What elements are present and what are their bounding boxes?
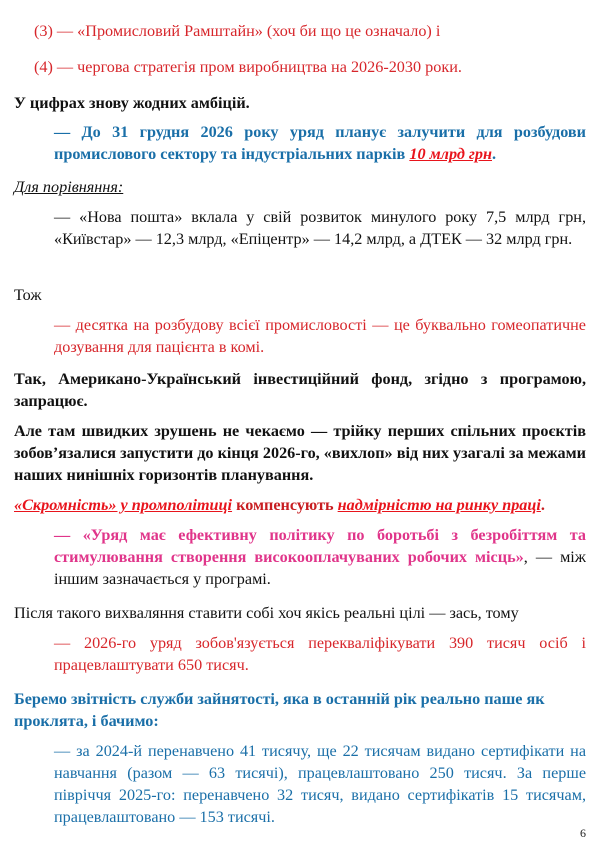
gov-quote-tail: , — між іншим зазначається у програмі.: [54, 548, 586, 588]
modesty-part3: надмірністю на ринку праці: [337, 496, 541, 514]
retrain-text: — 2026-го уряд зобов'язується перекваліфікувати 390 тисяч осіб і працевлаштувати 650 тисяч.: [54, 634, 586, 674]
comparison-text: — «Нова пошта» вклала у свій розвиток минулого року 7,5 млрд грн, «Київстар» — 12,3 млрд, «Епіцентр» — 14,2 млрд, а ДТЕК — 32 млрд грн.: [54, 208, 586, 248]
heading-numbers: У цифрах знову жодних амбіцій.: [14, 94, 250, 112]
list-item-3: (3) — «Промисловий Рамштайн» (хоч би що це означало) і: [34, 22, 441, 40]
page-number: 6: [580, 826, 586, 840]
modesty-part2: компенсують: [232, 496, 338, 514]
comparison-label: Для порівняння:: [14, 178, 124, 196]
modesty-part1: «Скромність» у промполітиці: [14, 496, 233, 514]
quote-plan: [54, 121, 586, 165]
modesty-part4: .: [540, 496, 545, 514]
quote-plan-tail: .: [492, 145, 497, 163]
after-text: Після такого вихваляння ставити собі хоч якісь реальні цілі — зась, тому: [14, 604, 519, 622]
modesty-line: [14, 494, 594, 516]
gov-quote-text: — «Уряд має ефективну політику по боротьбі з безробіттям та стимулювання створення високооплачуваних робочих місць»: [54, 526, 586, 566]
quote-plan-text: — До 31 грудня 2026 року уряд планує залучити для розбудови промислового сектору та індустріальних парків: [54, 123, 586, 163]
stats-text: — за 2024-й перенавчено 41 тисячу, ще 22 тисячам видано сертифікати на навчання (разом — 63 тисячі), працевлаштовано 250 тисяч. За перше півріччя 2025-го: перенавчено 32 тисяч, видано сертифікатів 15 тисячам, працевлаштовано — 153 тисячі.: [54, 742, 586, 826]
ten-quote: — десятка на розбудову всієї промисловості — це буквально гомеопатичне дозування для пацієнта в комі.: [54, 316, 586, 356]
fund-text: Так, Американо-Український інвестиційний фонд, згідно з програмою, запрацює.: [14, 370, 586, 410]
list-item-4: (4) — чергова стратегія пром виробництва на 2026-2030 роки.: [34, 58, 462, 76]
service-text: Беремо звітність служби зайнятості, яка в останній рік реально паше як проклята, і бачимо:: [14, 690, 545, 730]
gov-quote: [54, 524, 586, 590]
so-text: Тож: [14, 286, 42, 304]
highlight-amount: 10 млрд грн: [409, 145, 492, 163]
projects-text: Але там швидких зрушень не чекаємо — трійку перших спільних проєктів зобов’язалися запустити до кінця 2026-го, «вихлоп» від них узагалі за межами наших нинішніх горизонтів планування.: [14, 422, 586, 484]
